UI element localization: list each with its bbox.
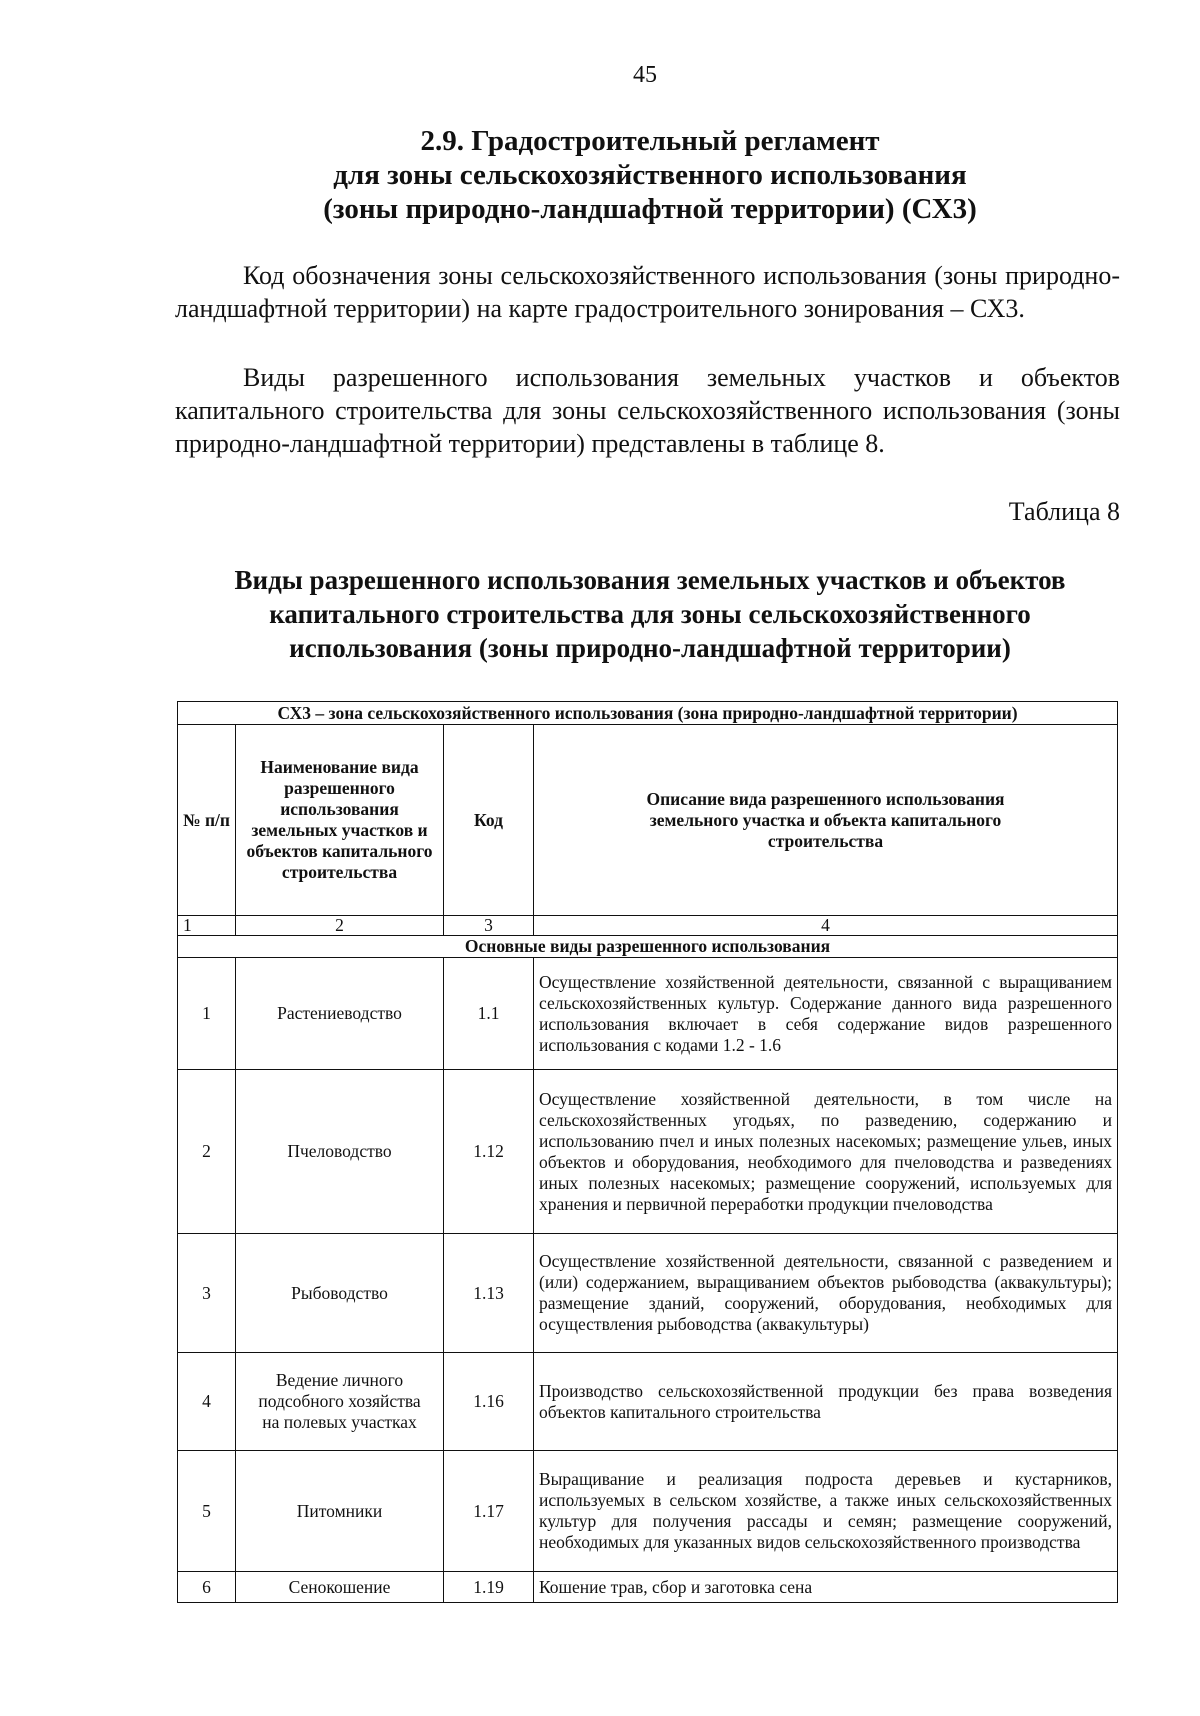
row-code: 1.12 bbox=[444, 1070, 534, 1234]
paragraph-text: Виды разрешенного использования земельных участков и объектов капитального строительства для зоны сельскохозяйственного использования (зоны природно-ландшафтной территории) представлены в таблице 8. bbox=[175, 363, 1120, 458]
column-number: 3 bbox=[444, 916, 534, 936]
row-description: Кошение трав, сбор и заготовка сена bbox=[534, 1572, 1118, 1603]
table-row bbox=[178, 1572, 1118, 1603]
row-num: 1 bbox=[178, 958, 236, 1070]
header-code: Код bbox=[444, 725, 534, 916]
row-code: 1.1 bbox=[444, 958, 534, 1070]
column-number: 1 bbox=[178, 916, 236, 936]
row-code: 1.13 bbox=[444, 1234, 534, 1353]
row-code: 1.17 bbox=[444, 1451, 534, 1572]
row-code: 1.19 bbox=[444, 1572, 534, 1603]
header-description: Описание вида разрешенного использования земельного участка и объекта капитального строительства bbox=[534, 725, 1118, 916]
row-description: Осуществление хозяйственной деятельности, связанной с разведением и (или) содержанием, выращиванием объектов рыбоводства (аквакультуры); размещение зданий, сооружений, оборудования, необходимых для осуществления рыбоводства (аквакультуры) bbox=[534, 1234, 1118, 1353]
paragraph-text: Код обозначения зоны сельскохозяйственного использования (зоны природно-ландшафтной территории) на карте градостроительного зонирования – СХ3. bbox=[175, 261, 1120, 323]
row-num: 6 bbox=[178, 1572, 236, 1603]
permitted-uses-table bbox=[177, 701, 1118, 1603]
section-heading-line: (зоны природно-ландшафтной территории) (СХ3) bbox=[323, 193, 977, 225]
paragraph-permitted-uses bbox=[175, 361, 1120, 460]
section-heading-line: 2.9. Градостроительный регламент bbox=[420, 125, 880, 157]
table-row bbox=[178, 1451, 1118, 1572]
table-title-line: Виды разрешенного использования земельных участков и объектов bbox=[234, 565, 1066, 595]
header-name: Наименование вида разрешенного использования земельных участков и объектов капитального строительства bbox=[236, 725, 444, 916]
row-name: Пчеловодство bbox=[236, 1070, 444, 1234]
table-row bbox=[178, 1234, 1118, 1353]
row-code: 1.16 bbox=[444, 1353, 534, 1451]
row-num: 2 bbox=[178, 1070, 236, 1234]
section-heading-line: для зоны сельскохозяйственного использования bbox=[333, 159, 967, 191]
row-num: 3 bbox=[178, 1234, 236, 1353]
row-name: Сенокошение bbox=[236, 1572, 444, 1603]
table-row bbox=[178, 958, 1118, 1070]
row-name: Растениеводство bbox=[236, 958, 444, 1070]
table-title bbox=[165, 563, 1135, 665]
column-number: 4 bbox=[534, 916, 1118, 936]
row-description: Выращивание и реализация подроста деревьев и кустарников, используемых в сельском хозяйстве, а также иных сельскохозяйственных культур для получения рассады и семян; размещение сооружений, необходимых для указанных видов сельскохозяйственного производства bbox=[534, 1451, 1118, 1572]
table-title-line: капитального строительства для зоны сельскохозяйственного bbox=[269, 599, 1031, 629]
table-row bbox=[178, 1353, 1118, 1451]
row-name: Рыбоводство bbox=[236, 1234, 444, 1353]
row-name: Питомники bbox=[236, 1451, 444, 1572]
table-row bbox=[178, 1070, 1118, 1234]
section-heading bbox=[180, 124, 1120, 226]
row-num: 4 bbox=[178, 1353, 236, 1451]
row-num: 5 bbox=[178, 1451, 236, 1572]
header-num: № п/п bbox=[178, 725, 236, 916]
page-number: 45 bbox=[633, 62, 657, 88]
row-description: Осуществление хозяйственной деятельности, связанной с выращиванием сельскохозяйственных культур. Содержание данного вида разрешенного использования включает в себя содержание видов разрешенного использования с кодами 1.2 - 1.6 bbox=[534, 958, 1118, 1070]
row-description: Осуществление хозяйственной деятельности, в том числе на сельскохозяйственных угодьях, по разведению, содержанию и использованию пчел и иных полезных насекомых; размещение ульев, иных объектов и оборудования, необходимого для пчеловодства и разведениях иных полезных насекомых; размещение сооружений, используемых для хранения и первичной переработки продукции пчеловодства bbox=[534, 1070, 1118, 1234]
paragraph-zone-code bbox=[175, 259, 1120, 325]
section-title-cell: Основные виды разрешенного использования bbox=[178, 936, 1118, 958]
row-name: Ведение личного подсобного хозяйства на полевых участках bbox=[236, 1353, 444, 1451]
table-label: Таблица 8 bbox=[1008, 497, 1120, 526]
zone-caption-cell: СХ3 – зона сельскохозяйственного использования (зона природно-ландшафтной территории) bbox=[178, 702, 1118, 725]
row-description: Производство сельскохозяйственной продукции без права возведения объектов капитального строительства bbox=[534, 1353, 1118, 1451]
table-title-line: использования (зоны природно-ландшафтной территории) bbox=[289, 633, 1011, 663]
column-number: 2 bbox=[236, 916, 444, 936]
